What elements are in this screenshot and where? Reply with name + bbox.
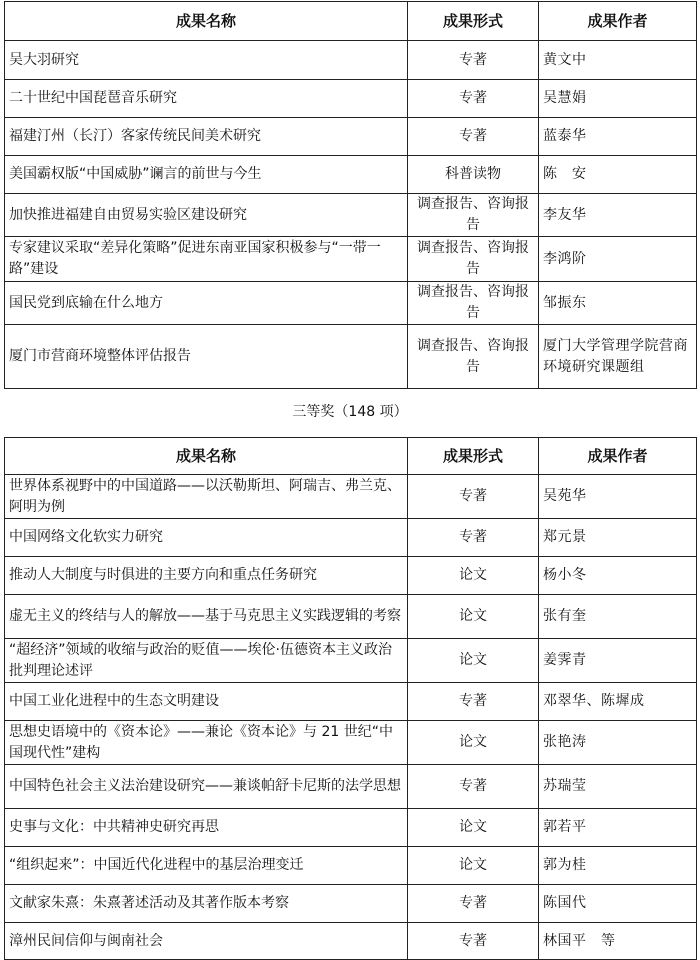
cell-author: 郭若平 <box>539 809 697 847</box>
cell-name: 史事与文化：中共精神史研究再思 <box>5 809 408 847</box>
cell-form: 专著 <box>408 80 539 118</box>
table-row <box>5 639 697 683</box>
header-name: 成果名称 <box>5 2 408 41</box>
cell-author: 姜霁青 <box>539 639 697 683</box>
table-row <box>5 595 697 639</box>
cell-form: 专著 <box>408 475 539 519</box>
cell-form: 调查报告、咨询报告 <box>408 194 539 237</box>
table-row <box>5 80 697 118</box>
section-caption: 三等奖（148 项） <box>292 404 408 420</box>
cell-author: 杨小冬 <box>539 557 697 595</box>
cell-name: 漳州民间信仰与闽南社会 <box>5 923 408 960</box>
cell-form: 调查报告、咨询报告 <box>408 237 539 282</box>
table-row <box>5 519 697 557</box>
cell-author: 李鸿阶 <box>539 237 697 282</box>
cell-name: 美国霸权版“中国威胁”谰言的前世与今生 <box>5 156 408 194</box>
cell-form: 论文 <box>408 595 539 639</box>
cell-form: 论文 <box>408 639 539 683</box>
cell-author: 厦门大学管理学院营商环境研究课题组 <box>539 325 697 389</box>
cell-author: 吴苑华 <box>539 475 697 519</box>
cell-form: 专著 <box>408 923 539 960</box>
table-row <box>5 683 697 721</box>
table-header-row <box>5 438 697 475</box>
cell-form: 专著 <box>408 765 539 809</box>
cell-form: 论文 <box>408 721 539 765</box>
table-row <box>5 923 697 960</box>
cell-form: 调查报告、咨询报告 <box>408 282 539 325</box>
cell-name: “超经济”领域的收缩与政治的贬值——埃伦·伍德资本主义政治批判理论述评 <box>5 639 408 683</box>
cell-name: 思想史语境中的《资本论》——兼论《资本论》与 21 世纪“中国现代性”建构 <box>5 721 408 765</box>
cell-author: 苏瑞莹 <box>539 765 697 809</box>
cell-author: 邓翠华、陈墀成 <box>539 683 697 721</box>
cell-form: 论文 <box>408 847 539 885</box>
cell-form: 专著 <box>408 885 539 923</box>
second-prize-table <box>4 1 697 389</box>
cell-author: 张有奎 <box>539 595 697 639</box>
cell-author: 黄文中 <box>539 41 697 80</box>
cell-author: 李友华 <box>539 194 697 237</box>
cell-name: 推动人大制度与时俱进的主要方向和重点任务研究 <box>5 557 408 595</box>
cell-form: 调查报告、咨询报告 <box>408 325 539 389</box>
cell-author: 邹振东 <box>539 282 697 325</box>
table-row <box>5 809 697 847</box>
cell-author: 吴慧娟 <box>539 80 697 118</box>
cell-author: 张艳涛 <box>539 721 697 765</box>
cell-name: 厦门市营商环境整体评估报告 <box>5 325 408 389</box>
table-row <box>5 885 697 923</box>
cell-author: 陈 安 <box>539 156 697 194</box>
table-row <box>5 721 697 765</box>
table-row <box>5 156 697 194</box>
cell-name: 吴大羽研究 <box>5 41 408 80</box>
cell-form: 专著 <box>408 683 539 721</box>
cell-name: 国民党到底输在什么地方 <box>5 282 408 325</box>
table-row <box>5 194 697 237</box>
cell-author: 林国平 等 <box>539 923 697 960</box>
cell-form: 论文 <box>408 557 539 595</box>
table-row <box>5 765 697 809</box>
cell-name: 加快推进福建自由贸易实验区建设研究 <box>5 194 408 237</box>
table-row <box>5 847 697 885</box>
cell-name: 福建汀州（长汀）客家传统民间美术研究 <box>5 118 408 156</box>
cell-author: 蓝泰华 <box>539 118 697 156</box>
cell-name: 中国工业化进程中的生态文明建设 <box>5 683 408 721</box>
cell-name: “组织起来”：中国近代化进程中的基层治理变迁 <box>5 847 408 885</box>
cell-name: 专家建议采取“差异化策略”促进东南亚国家积极参与“一带一路”建设 <box>5 237 408 282</box>
table-row <box>5 325 697 389</box>
table-header-row <box>5 2 697 41</box>
cell-name: 虚无主义的终结与人的解放——基于马克思主义实践逻辑的考察 <box>5 595 408 639</box>
cell-author: 陈国代 <box>539 885 697 923</box>
cell-form: 专著 <box>408 118 539 156</box>
cell-author: 郑元景 <box>539 519 697 557</box>
cell-name: 中国网络文化软实力研究 <box>5 519 408 557</box>
table-row <box>5 475 697 519</box>
table-row <box>5 237 697 282</box>
table-row <box>5 41 697 80</box>
cell-form: 专著 <box>408 519 539 557</box>
header-form: 成果形式 <box>408 438 539 475</box>
table-row <box>5 557 697 595</box>
cell-author: 郭为桂 <box>539 847 697 885</box>
header-author: 成果作者 <box>539 2 697 41</box>
cell-form: 论文 <box>408 809 539 847</box>
cell-name: 文献家朱熹：朱熹著述活动及其著作版本考察 <box>5 885 408 923</box>
cell-name: 二十世纪中国琵琶音乐研究 <box>5 80 408 118</box>
cell-form: 科普读物 <box>408 156 539 194</box>
header-author: 成果作者 <box>539 438 697 475</box>
cell-name: 世界体系视野中的中国道路——以沃勒斯坦、阿瑞吉、弗兰克、阿明为例 <box>5 475 408 519</box>
third-prize-table <box>4 437 697 960</box>
table-row <box>5 282 697 325</box>
header-name: 成果名称 <box>5 438 408 475</box>
table-row <box>5 118 697 156</box>
cell-form: 专著 <box>408 41 539 80</box>
cell-name: 中国特色社会主义法治建设研究——兼谈帕舒卡尼斯的法学思想 <box>5 765 408 809</box>
header-form: 成果形式 <box>408 2 539 41</box>
